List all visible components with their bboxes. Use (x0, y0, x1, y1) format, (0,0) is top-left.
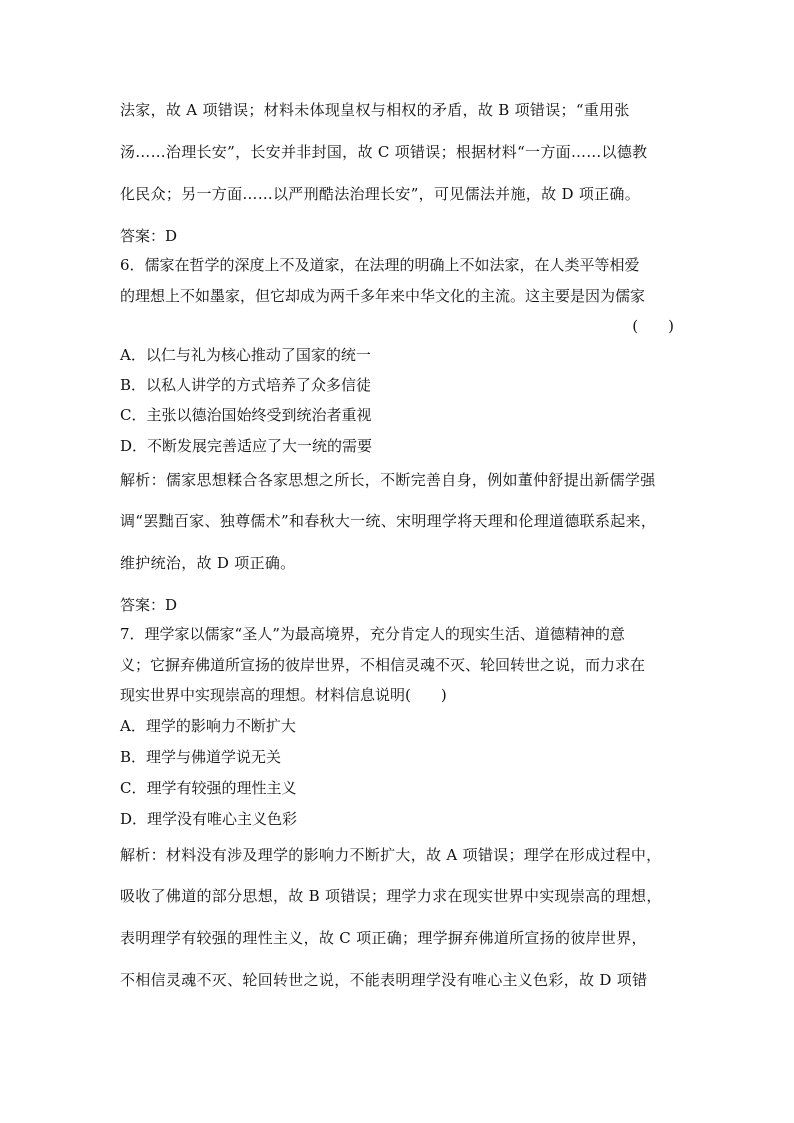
option-b: B．理学与佛道学说无关 (120, 748, 282, 766)
explanation-line: 解析：材料没有涉及理学的影响力不断扩大，故 A 项错误；理学在形成过程中， (120, 846, 662, 864)
explanation-line: 汤……治理长安”，长安并非封国，故 C 项错误；根据材料“一方面……以德教 (120, 143, 648, 161)
option-b: B．以私人讲学的方式培养了众多信徒 (120, 376, 372, 394)
explanation-line: 法家，故 A 项错误；材料未体现皇权与相权的矛盾，故 B 项错误；“重用张 (120, 101, 630, 119)
answer-blank: ( ) (632, 317, 674, 335)
explanation-line: 调“罢黜百家、独尊儒术”和春秋大一统、宋明理学将天理和伦理道德联系起来， (120, 512, 657, 530)
question-stem-line: 6．儒家在哲学的深度上不及道家，在法理的明确上不如法家，在人类平等相爱 (120, 256, 640, 274)
question-stem-line: 的理想上不如墨家，但它却成为两千多年来中华文化的主流。这主要是因为儒家 (120, 287, 646, 305)
explanation-line: 化民众；另一方面……以严刑酷法治理长安”，可见儒法并施，故 D 项正确。 (120, 185, 641, 203)
option-c: C．理学有较强的理性主义 (120, 779, 297, 797)
answer-label: 答案：D (120, 227, 178, 245)
explanation-line: 解析：儒家思想糅合各家思想之所长，不断完善自身，例如董仲舒提出新儒学强 (120, 471, 656, 489)
option-d: D．不断发展完善适应了大一统的需要 (120, 437, 373, 455)
explanation-line: 表明理学有较强的理性主义，故 C 项正确；理学摒弃佛道所宣扬的彼岸世界， (120, 929, 647, 947)
explanation-line: 不相信灵魂不灭、轮回转世之说，不能表明理学没有唯心主义色彩，故 D 项错 (120, 971, 648, 989)
option-d: D．理学没有唯心主义色彩 (120, 810, 298, 828)
option-a: A．理学的影响力不断扩大 (120, 717, 296, 735)
explanation-line: 吸收了佛道的部分思想，故 B 项错误；理学力求在现实世界中实现崇高的理想， (120, 887, 662, 905)
question-stem-line: 7．理学家以儒家“圣人”为最高境界，充分肯定人的现实生活、道德精神的意 (120, 625, 625, 643)
question-stem-line: 义；它摒弃佛道所宣扬的彼岸世界，不相信灵魂不灭、轮回转世之说，而力求在 (120, 656, 646, 674)
option-a: A．以仁与礼为核心推动了国家的统一 (120, 346, 371, 364)
question-stem-line: 现实世界中实现崇高的理想。材料信息说明( ) (120, 686, 447, 704)
explanation-line: 维护统治，故 D 项正确。 (120, 554, 296, 572)
answer-label: 答案：D (120, 596, 178, 614)
option-c: C．主张以德治国始终受到统治者重视 (120, 406, 372, 424)
